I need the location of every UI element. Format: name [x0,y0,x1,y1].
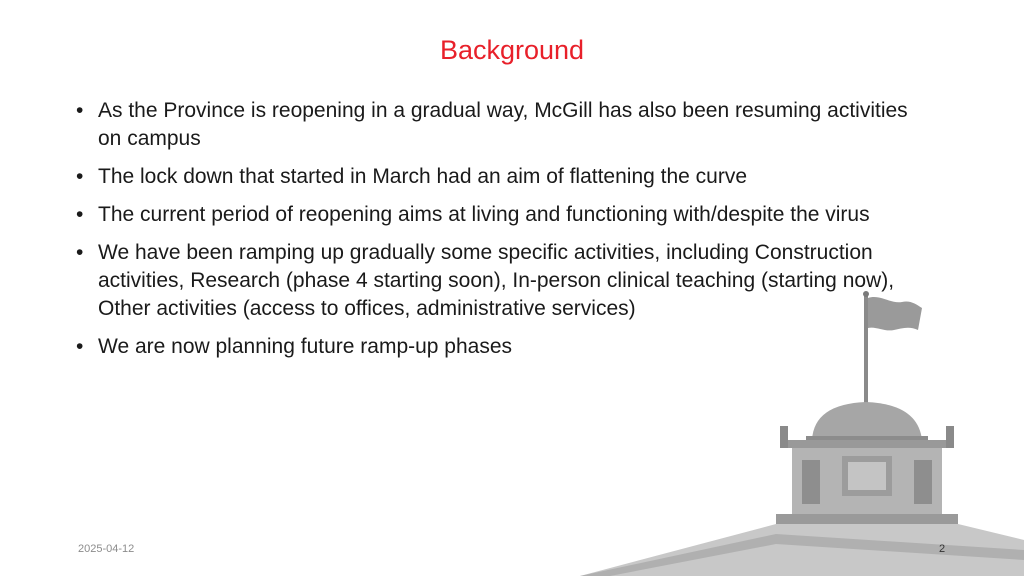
bullet-item [72,201,932,229]
bullet-text: The lock down that started in March had an aim of flattening the curve [98,165,748,188]
bullet-dot: • [76,335,84,358]
footer-date: 2025-04-12 [78,543,135,555]
bullet-list [72,97,932,371]
bullet-item [72,239,932,323]
page-number: 2 [938,543,946,555]
bullet-text: As the Province is reopening in a gradual way, McGill has also been resuming activities on campus [98,99,908,150]
bullet-item [72,97,932,153]
bullet-item [72,333,932,361]
bullet-dot: • [76,203,84,226]
bullet-text: The current period of reopening aims at living and functioning with/despite the virus [98,203,870,226]
bullet-item [72,163,932,191]
bullet-dot: • [76,99,84,122]
slide-title: Background [439,35,585,65]
bullet-dot: • [76,165,84,188]
bullet-dot: • [76,241,84,264]
bullet-text: We have been ramping up gradually some specific activities, including Construction activities, Research (phase 4 starting soon), In-person clinical teaching (starting now), Other activities (access to offices, administrative services) [98,241,895,320]
bullet-text: We are now planning future ramp-up phases [98,335,513,358]
